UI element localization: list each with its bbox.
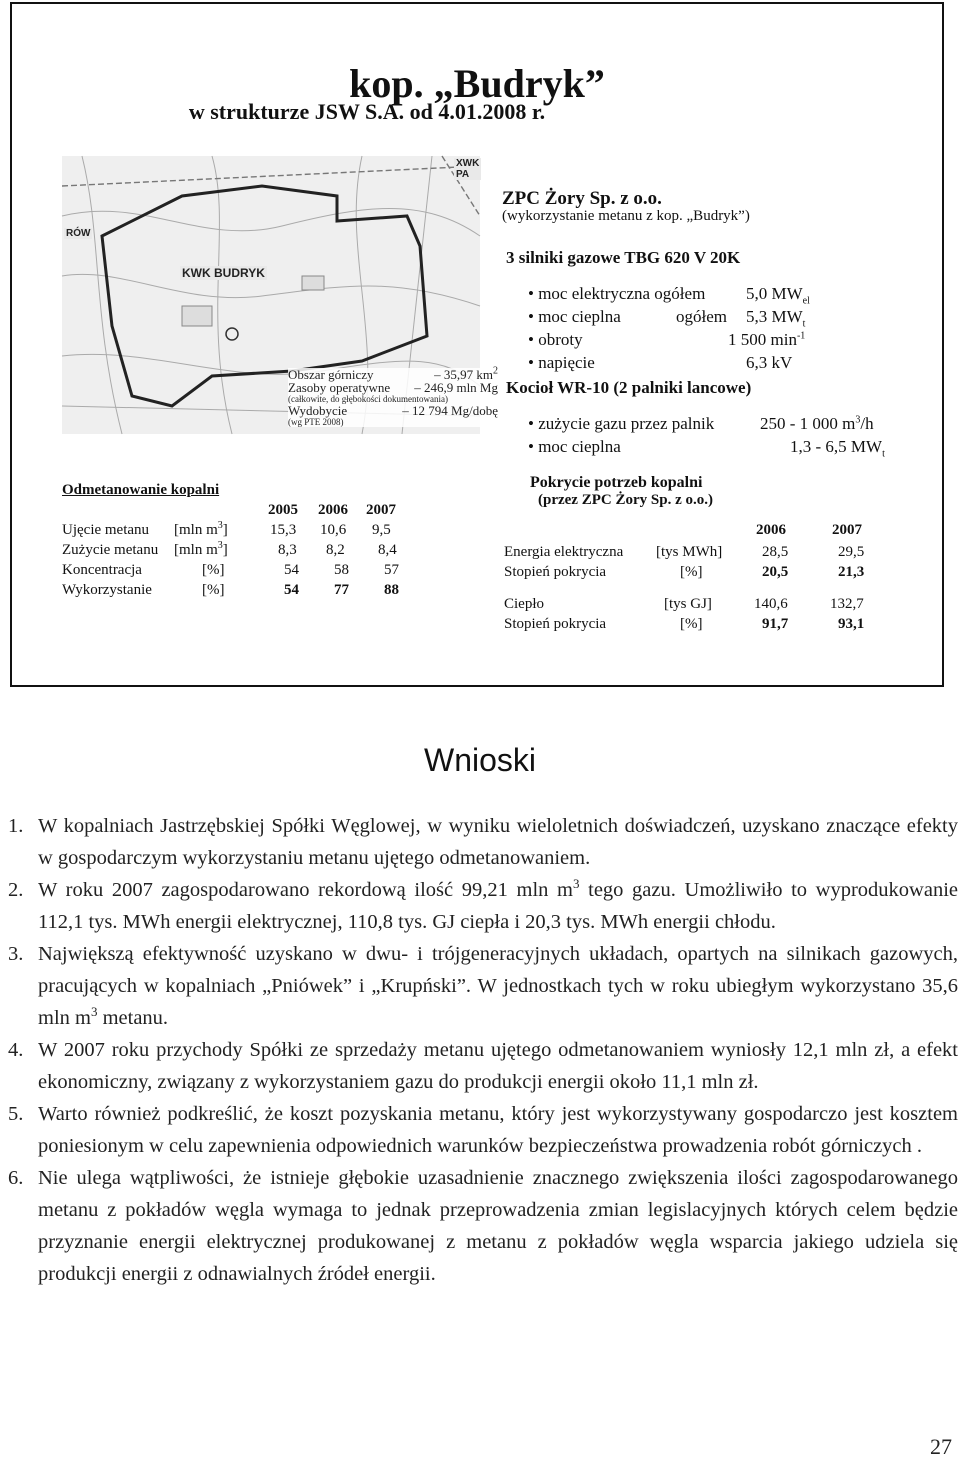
item-text: Nie ulega wątpliwości, że istnieje głębokie uzasadnienie znacznego zwiększenia ilości zagospodarowanego metanu z pokładów węgla wymaga to jednak przeprowadzenia zmian legislacyjnych których celem będzie przyznanie energii elektrycznej produkowanej z metanu z pokładów węgla wsparcia jakiego udziela się produkcji energii z odnawialnych źródeł energii. <box>38 1167 958 1285</box>
info-row: Wydobycie – 12 794 Mg/dobę <box>288 403 498 418</box>
engine-item: • moc elektryczna ogółem 5,0 $MW_{el}$ <box>528 284 810 307</box>
item-superscript: 3 <box>90 1004 98 1020</box>
info-row: (wg PTE 2008) <box>288 417 344 427</box>
item-text: Warto również podkreślić, że koszt pozyskania metanu, który jest wykorzystywany gospodarczo jest kosztem poniesionym w celu zapewnienia odpowiednich warunków bezpieczeństwa prowadzenia robót górniczych . <box>38 1103 958 1157</box>
demeth-cell: 58 <box>334 562 349 578</box>
mine-info-box <box>288 365 498 427</box>
demeth-cell: 88 <box>384 582 399 598</box>
demeth-cell: 8,3 <box>278 542 297 558</box>
coverage-row-unit: [%] <box>680 564 703 580</box>
coverage-year-header: 2006 <box>756 522 786 538</box>
conclusions-heading: Wnioski <box>423 742 536 778</box>
demeth-cell: 77 <box>334 582 349 598</box>
coverage-cell: 20,5 <box>762 564 789 580</box>
conclusion-item <box>8 810 958 874</box>
coverage-subtitle: (przez ZPC Żory Sp. z o.o.) <box>538 492 713 508</box>
boiler-item: • moc cieplna 1,3 - 6,5 $MW_t$ <box>528 437 885 460</box>
conclusion-item <box>8 1162 958 1290</box>
demeth-row-unit: [%] <box>202 582 225 598</box>
mine-area-map <box>62 156 498 434</box>
demeth-cell: 10,6 <box>320 522 347 538</box>
conclusion-item <box>8 1098 958 1162</box>
info-row: (całkowite, do głębokości dokumentowania) <box>288 394 448 404</box>
coverage-row-name: Energia elektryczna <box>504 544 624 560</box>
demethanation-title: Odmetanowanie kopalni <box>62 482 220 498</box>
slide-figure: kop. „Budryk” w strukturze JSW S.A. od 4.01.2008 r. XWK PA RÓW KWK BUDRYK Obszar górniczy – 35,97 $km^2$ Zasoby operatywne – 246,9 mln Mg (całkowite, do głębokości dokumentowania) Wydobycie – 12 794 Mg/dobę (wg PTE 2008) ZPC Żory Sp. z o.o. (wykorzystanie metanu z kop. „Budryk”) 3 silniki gazowe TBG 620 V 20K • moc elektryczna ogółem 5,0 $MW_{el}$ • moc cieplna ogółem 5,3 $MW_t$ • obroty 1 500 $\min^{-1}$ • napięcie 6,3 kV Kocioł WR-10 (2 palniki lancowe) • zużycie gazu przez palnik 250 - 1 000 $m^3/h$ • moc cieplna 1,3 - 6,5 $MW_t$ Pokrycie potrzeb kopalni (przez ZPC Żory Sp. z o.o.) 2006 2007 Energia elektryczna [tys MWh] 28,5 29,5 Stopień pokrycia [%] 20,5 21,3 Ciepło [tys GJ] 140,6 132,7 Stopień pokrycia [%] 91,7 93,1 Odmetanowanie kopalni 2005 2006 2007 Ujęcie metanu [mln $m^3$] 15,3 10,6 9,5 Zużycie metanu [mln $m^3$] 8,3 8,2 8,4 Koncentracja [%] 54 58 57 Wykorzystanie [%] 54 77 88 <box>10 2 944 687</box>
demeth-row-name: Zużycie metanu <box>62 542 159 558</box>
coverage-cell: 132,7 <box>830 596 864 612</box>
coverage-row-unit: [%] <box>680 616 703 632</box>
item-text: W kopalniach Jastrzębskiej Spółki Węglowej, w wyniku wieloletnich doświadczeń, uzyskano znaczące efekty w gospodarczym wykorzystaniu metanu ujętego odmetanowaniem. <box>38 815 958 869</box>
item-number: 4. <box>8 1039 24 1061</box>
zpc-subtitle: (wykorzystanie metanu z kop. „Budryk”) <box>502 208 750 224</box>
coverage-row-name: Stopień pokrycia <box>504 616 607 632</box>
conclusions-list <box>8 810 958 1290</box>
item-text: W roku 2007 zagospodarowano rekordową ilość 99,21 mln m <box>38 879 573 901</box>
coverage-title: Pokrycie potrzeb kopalni <box>530 474 703 491</box>
coverage-row-name: Ciepło <box>504 596 544 612</box>
coverage-row-unit: [tys MWh] <box>656 544 723 560</box>
engines-title: 3 silniki gazowe TBG 620 V 20K <box>506 248 741 267</box>
item-text: metanu. <box>97 1007 169 1029</box>
conclusion-item <box>8 874 958 938</box>
demeth-cell: 9,5 <box>372 522 391 538</box>
coverage-cell: 91,7 <box>762 616 789 632</box>
demeth-cell: 8,4 <box>378 542 397 558</box>
coverage-cell: 21,3 <box>838 564 865 580</box>
map-label-top-right: XWK PA <box>456 158 480 180</box>
coverage-cell: 140,6 <box>754 596 788 612</box>
coverage-row-unit: [tys GJ] <box>664 596 712 612</box>
demeth-row-unit: [mln $m^3$] <box>174 520 228 538</box>
demeth-cell: 54 <box>284 562 299 578</box>
map-label-mine: KWK BUDRYK <box>182 266 265 280</box>
item-text: Największą efektywność uzyskano w dwu- i trójgeneracyjnych układach, opartych na silnikach gazowych, pracujących w kopalniach „Pniówek” i „Krupński”. W jednostkach tych w roku ubiegłym wykorzystano 35,6 mln m <box>38 943 958 1029</box>
demeth-cell: 54 <box>284 582 299 598</box>
item-number: 6. <box>8 1167 24 1189</box>
demeth-year-header: 2007 <box>366 502 396 518</box>
item-text: W 2007 roku przychody Spółki ze sprzedaży metanu ujętego odmetanowaniem wyniosły 12,1 mln zł, a efekt ekonomiczny, związany z wykorzystaniem gazu do produkcji energii około 11,1 mln zł. <box>38 1039 958 1093</box>
item-superscript: 3 <box>572 876 580 892</box>
map-label-left: RÓW <box>66 228 91 239</box>
item-number: 2. <box>8 879 24 901</box>
info-row: Zasoby operatywne – 246,9 mln Mg <box>288 380 498 395</box>
boiler-item: • zużycie gazu przez palnik 250 - 1 000 $m^3/h$ <box>528 414 874 433</box>
coverage-cell: 29,5 <box>838 544 865 560</box>
slide-title: kop. „Budryk” <box>349 61 605 106</box>
demethanation-table <box>62 502 442 602</box>
item-number: 1. <box>8 815 24 837</box>
engine-item: • obroty 1 500 $\min^{-1}$ <box>528 330 806 349</box>
demeth-row-name: Ujęcie metanu <box>62 522 150 538</box>
demeth-row-name: Wykorzystanie <box>62 582 152 598</box>
demeth-cell: 8,2 <box>326 542 345 558</box>
demeth-row-name: Koncentracja <box>62 562 142 578</box>
info-row: Obszar górniczy – 35,97 $km^2$ <box>288 365 498 382</box>
item-text: tego gazu. Umożliwiło to wyprodukowanie 112,1 tys. MWh energii elektrycznej, 110,8 tys. GJ ciepła i 20,3 tys. MWh energii chłodu. <box>38 879 958 933</box>
coverage-cell: 28,5 <box>762 544 789 560</box>
demeth-row-unit: [%] <box>202 562 225 578</box>
coverage-cell: 93,1 <box>838 616 865 632</box>
demeth-year-header: 2005 <box>268 502 298 518</box>
zpc-title: ZPC Żory Sp. z o.o. <box>502 188 662 209</box>
demeth-row-unit: [mln $m^3$] <box>174 540 228 558</box>
demeth-cell: 57 <box>384 562 399 578</box>
boiler-title: Kocioł WR-10 (2 palniki lancowe) <box>506 378 752 397</box>
engine-item: • napięcie 6,3 kV <box>528 353 793 372</box>
engine-item: • moc cieplna ogółem 5,3 $MW_t$ <box>528 307 806 330</box>
coverage-row-name: Stopień pokrycia <box>504 564 607 580</box>
conclusion-item <box>8 1034 958 1098</box>
item-number: 3. <box>8 943 24 965</box>
demeth-year-header: 2006 <box>318 502 348 518</box>
demeth-cell: 15,3 <box>270 522 297 538</box>
page-number: 27 <box>930 1434 952 1459</box>
item-number: 5. <box>8 1103 24 1125</box>
coverage-table <box>504 522 934 632</box>
conclusion-item <box>8 938 958 1034</box>
coverage-year-header: 2007 <box>832 522 862 538</box>
